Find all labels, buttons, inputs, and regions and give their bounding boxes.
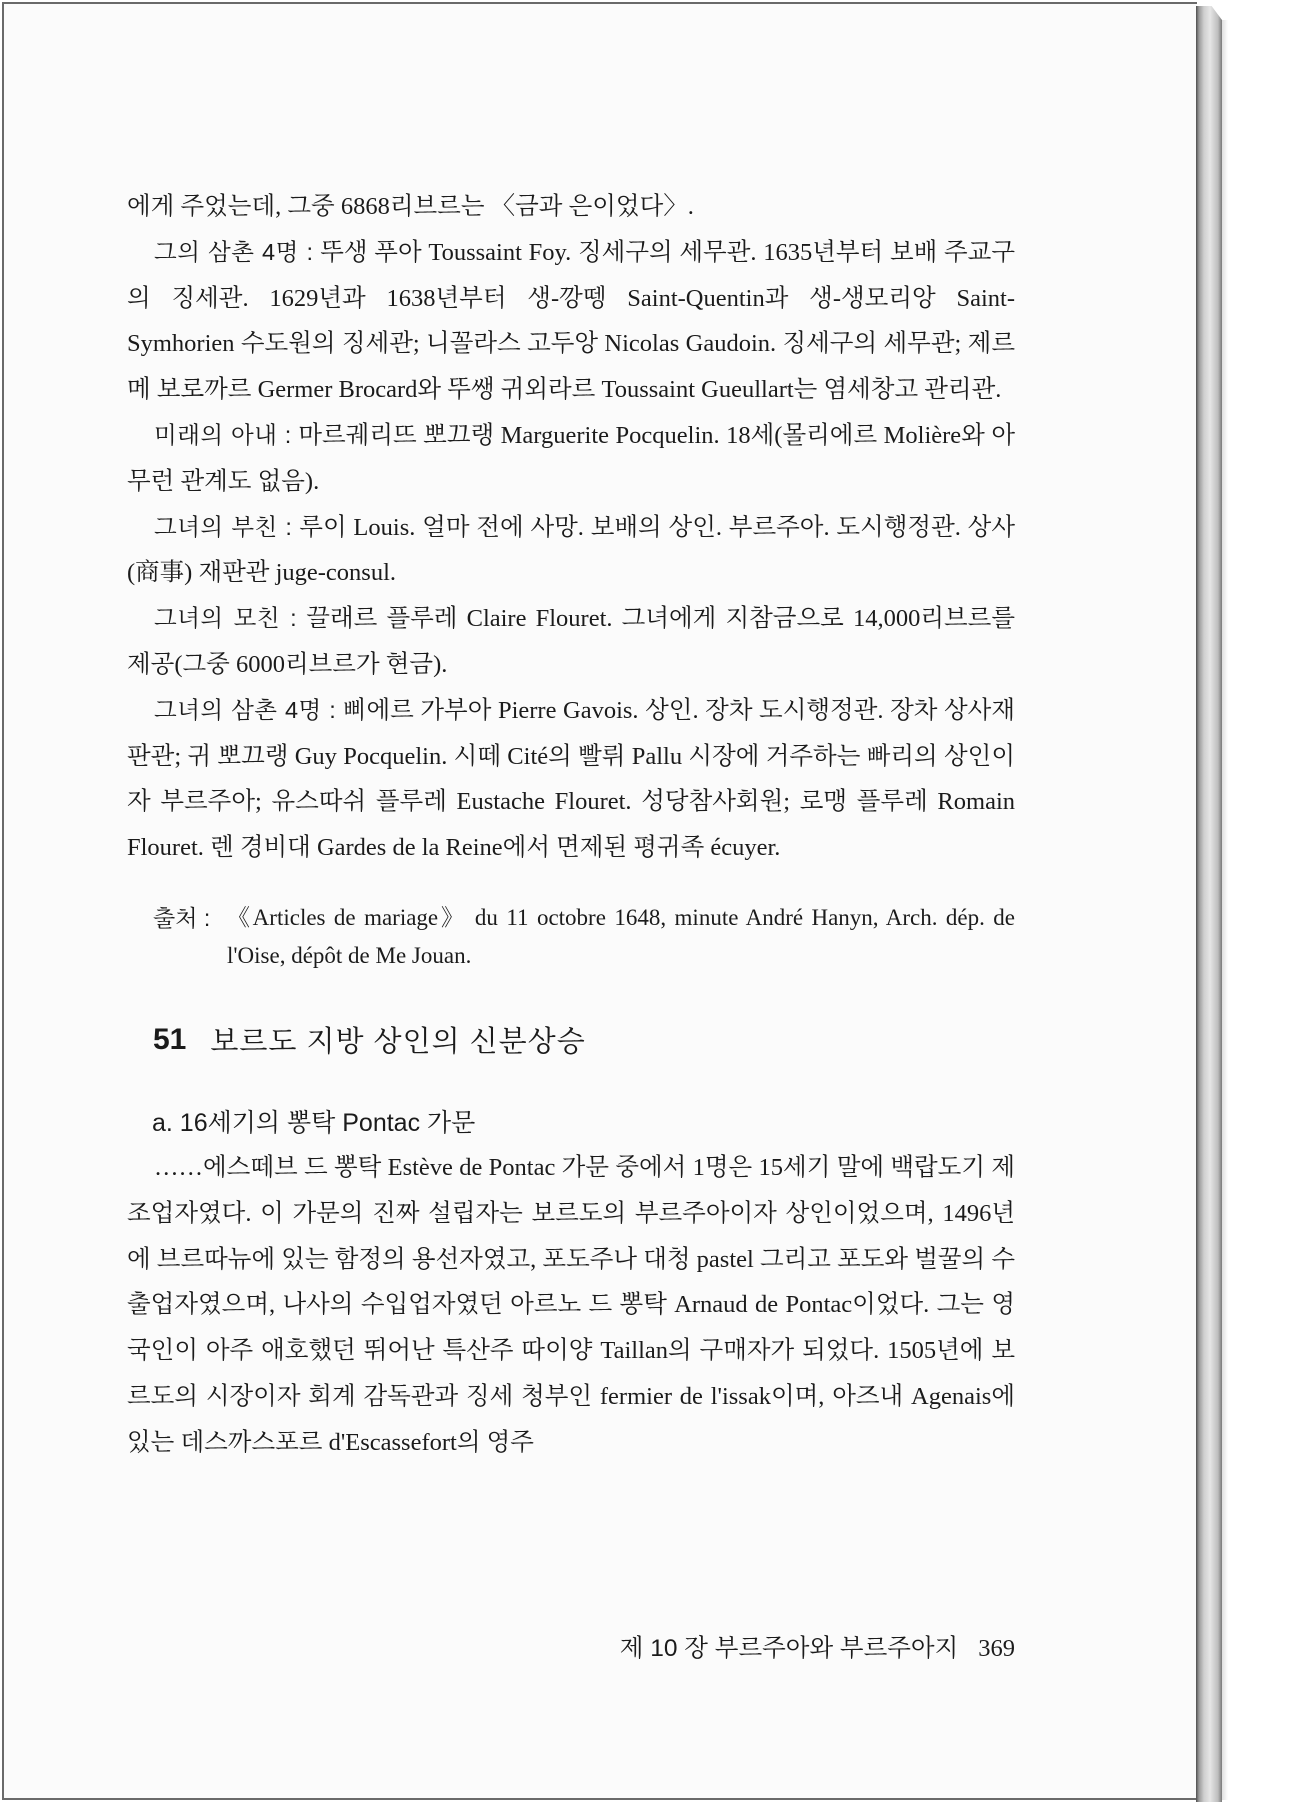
entry-text: 끌래르 플루레 Claire Flouret. 그녀에게 지참금으로 14,000리브르를 제공(그중 6000리브르가 현금). (127, 605, 1015, 678)
entry-label: 그녀의 삼촌 4명 : (154, 696, 337, 723)
entry-her-uncles (127, 688, 1015, 871)
intro-line: 에게 주었는데, 그중 6868리브르는 〈금과 은이었다〉. (127, 193, 694, 220)
entry-text: 마르궤리뜨 뽀끄랭 Marguerite Pocquelin. 18세(몰리에르 Molière와 아무런 관계도 없음). (127, 421, 1016, 495)
page-content (127, 184, 1015, 1466)
entry-label: 미래의 아내 : (154, 421, 292, 448)
entry-paternal-uncles (127, 230, 1015, 413)
entry-future-wife (127, 413, 1015, 505)
entry-her-father (127, 505, 1015, 597)
entry-text: 삐에르 가부아 Pierre Gavois. 상인. 장차 도시행정관. 장차 상사재판관; 귀 뽀끄랭 Guy Pocquelin. 시떼 Cité의 빨뤼 Pallu 시장에 거주하는 빠리의 상인이자 부르주아; 유스따쉬 플루레 Eustache Flouret. 성당참사회원; 로맹 플루레 Romain Flouret. 렌 경비대 Gardes de la Reine에서 면제된 평귀족 écuyer. (127, 696, 1015, 862)
page-number: 369 (978, 1635, 1015, 1662)
entry-text: 뚜생 푸아 Toussaint Foy. 징세구의 세무관. 1635년부터 보배 주교구의 징세관. 1629년과 1638년부터 생-깡뗑 Saint-Quentin과 생-생모리앙 Saint-Symhorien 수도원의 징세관; 니꼴라스 고두앙 Nicolas Gaudoin. 징세구의 세무관; 제르메 보로까르 Germer Brocard와 뚜쌩 귀외라르 Toussaint Gueullart는 염세창고 관리관. (127, 238, 1015, 404)
section-heading (127, 1017, 1015, 1063)
subsection-heading: a. 16세기의 뽕탁 Pontac 가문 (152, 1108, 476, 1137)
page-stack-edge (1196, 6, 1222, 1802)
source-text: 《Articles de mariage》 du 11 octobre 1648, minute André Hanyn, Arch. dép. de l'Oise, dépôt de Me Jouan. (227, 904, 1015, 968)
entry-her-mother (127, 596, 1015, 688)
source-citation (127, 899, 1015, 975)
chapter-title: 제 10 장 부르주아와 부르주아지 (619, 1635, 959, 1662)
body-paragraph: ……에스떼브 드 뽕탁 Estève de Pontac 가문 중에서 1명은 15세기 말에 백랍도기 제조업자였다. 이 가문의 진짜 설립자는 보르도의 부르주아이자 상인이었으며, 1496년에 브르따뉴에 있는 함정의 용선자였고, 포도주나 대청 pastel 그리고 포도와 벌꿀의 수출업자였으며, 나사의 수입업자였던 아르노 드 뽕탁 Arnaud de Pontac이었다. 그는 영국인이 아주 애호했던 뛰어난 특산주 따이양 Taillan의 구매자가 되었다. 1505년에 보르도의 시장이자 회계 감독관과 징세 청부인 fermier de l'issak이며, 아즈내 Agenais에 있는 데스까스포르 d'Escassefort의 영주 (127, 1153, 1015, 1456)
running-footer (127, 1631, 1015, 1667)
page-shadow (1222, 20, 1228, 1800)
source-label: 출처 : (153, 904, 211, 931)
entry-text: 루이 Louis. 얼마 전에 사망. 보배의 상인. 부르주아. 도시행정관. 상사(商事) 재판관 juge-consul. (127, 513, 1016, 587)
section-number: 51 (153, 1022, 187, 1056)
entry-label: 그녀의 모친 : (154, 605, 298, 632)
entry-label: 그의 삼촌 4명 : (154, 238, 314, 265)
entry-label: 그녀의 부친 : (154, 513, 293, 540)
section-title: 보르도 지방 상인의 신분상승 (210, 1026, 586, 1059)
